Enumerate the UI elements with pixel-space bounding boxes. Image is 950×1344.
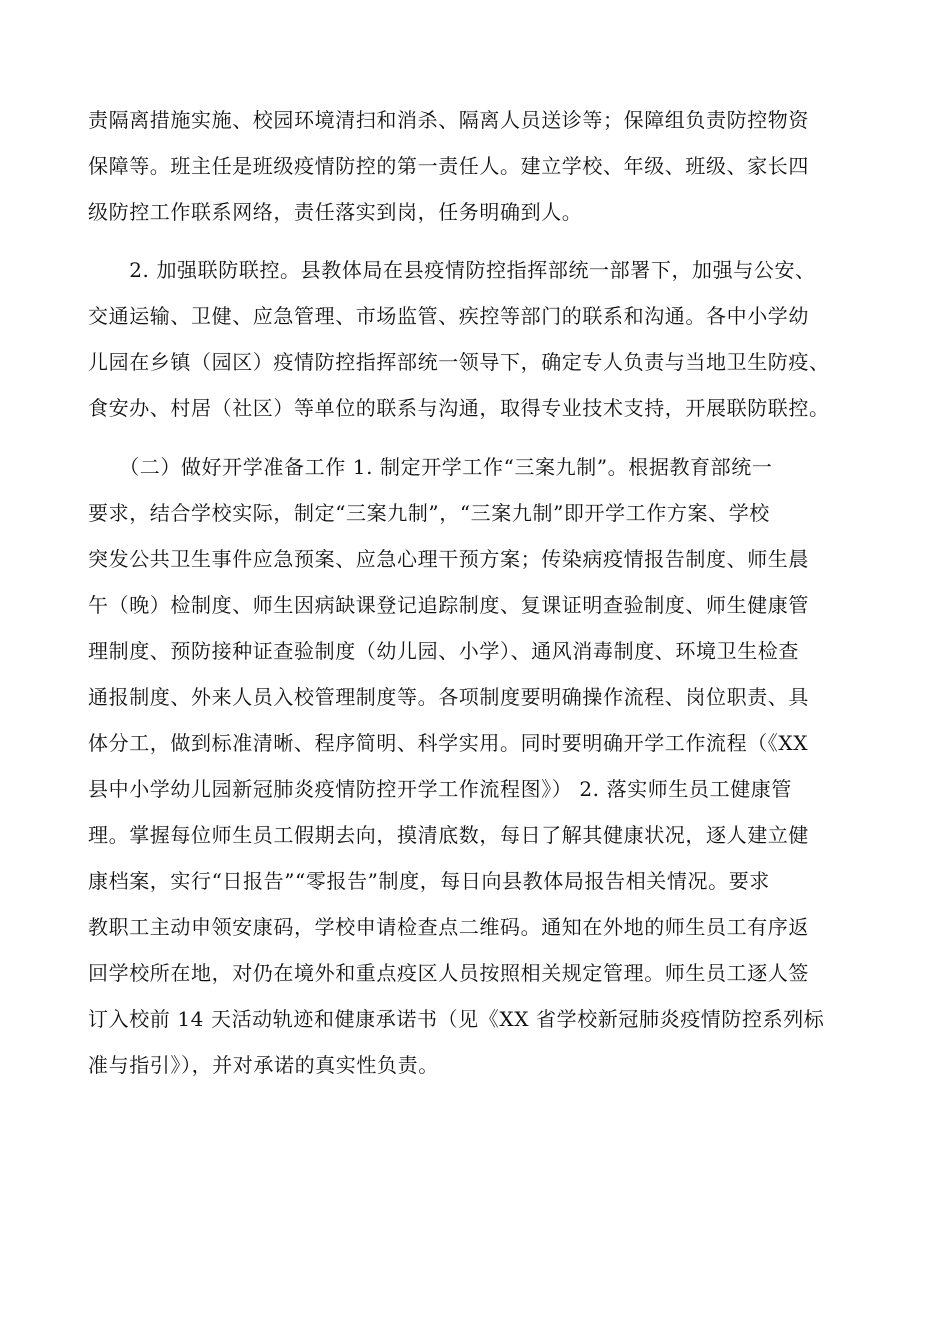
text-line: 县中小学幼儿园新冠肺炎疫情防控开学工作流程图》） 2. 落实师生员工健康管: [88, 777, 792, 801]
text-line: 通报制度、外来人员入校管理制度等。各项制度要明确操作流程、岗位职责、具: [88, 685, 809, 709]
text-line: 保障等。班主任是班级疫情防控的第一责任人。建立学校、年级、班级、家长四: [88, 154, 809, 178]
paragraph-responsibilities: [88, 97, 878, 235]
text-line: 体分工，做到标准清晰、程序简明、科学实用。同时要明确开学工作流程（《XX: [88, 731, 809, 755]
text-line: 理制度、预防接种证查验制度（幼儿园、小学）、通风消毒制度、环境卫生检查: [88, 639, 799, 663]
text-line: 教职工主动申领安康码，学校申请检查点二维码。通知在外地的师生员工有序返: [88, 915, 809, 939]
text-line: 要求，结合学校实际，制定“三案九制”，“三案九制”即开学工作方案、学校: [88, 501, 770, 525]
text-line: 交通运输、卫健、应急管理、市场监管、疾控等部门的联系和沟通。各中小学幼: [88, 304, 809, 328]
text-line: 责隔离措施实施、校园环境清扫和消杀、隔离人员送诊等；保障组负责防控物资: [88, 108, 809, 132]
text-line: 儿园在乡镇（园区）疫情防控指挥部统一领导下，确定专人负责与当地卫生防疫、: [88, 350, 830, 374]
text-line: 级防控工作联系网络，责任落实到岗，任务明确到人。: [88, 200, 583, 224]
text-line: 食安办、村居（社区）等单位的联系与沟通，取得专业技术支持，开展联防联控。: [88, 396, 830, 420]
text-line: 2. 加强联防联控。县教体局在县疫情防控指挥部统一部署下，加强与公安、: [88, 258, 816, 282]
paragraph-school-opening-preparation: [88, 444, 878, 1088]
text-line: 准与指引》），并对承诺的真实性负责。: [88, 1053, 439, 1077]
text-line: 康档案，实行“日报告”“零报告”制度，每日向县教体局报告相关情况。要求: [88, 869, 770, 893]
text-line: 理。掌握每位师生员工假期去向，摸清底数，每日了解其健康状况，逐人建立健: [88, 823, 809, 847]
text-line: 突发公共卫生事件应急预案、应急心理干预方案；传染病疫情报告制度、师生晨: [88, 547, 809, 571]
text-line: （二）做好开学准备工作 1. 制定开学工作“三案九制”。根据教育部统一: [88, 455, 773, 479]
paragraph-joint-prevention: [88, 247, 878, 431]
text-line: 订入校前 14 天活动轨迹和健康承诺书（见《XX 省学校新冠肺炎疫情防控系列标: [88, 1007, 825, 1031]
text-line: 回学校所在地，对仍在境外和重点疫区人员按照相关规定管理。师生员工逐人签: [88, 961, 809, 985]
text-line: 午（晚）检制度、师生因病缺课登记追踪制度、复课证明查验制度、师生健康管: [88, 593, 809, 617]
